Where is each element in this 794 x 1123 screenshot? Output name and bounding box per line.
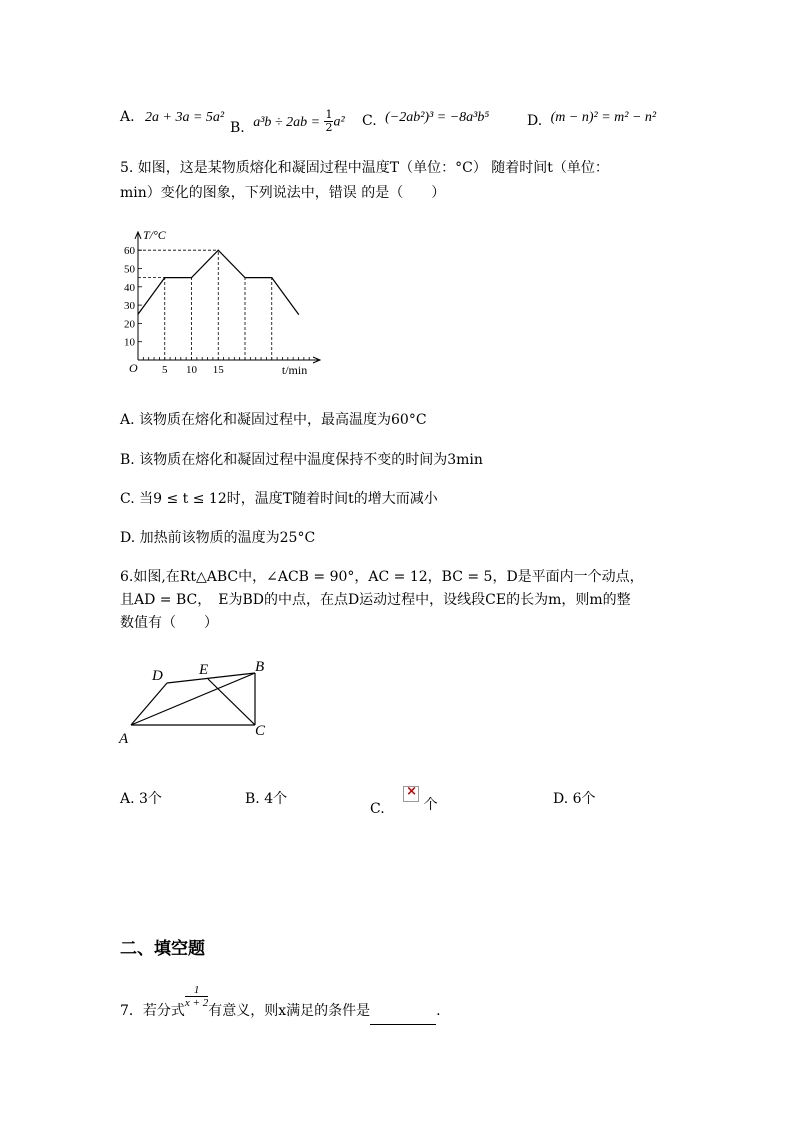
q5-temperature-chart [124, 225, 358, 377]
label-a: A [119, 731, 129, 747]
segment-ad [131, 683, 167, 725]
section-heading: 二、填空题 [120, 939, 205, 959]
segment-ce [208, 679, 255, 725]
q6-option-a: A. 3个 [120, 791, 162, 807]
y-tick-label: 10 [124, 336, 135, 349]
x-tick-label: 15 [212, 364, 224, 376]
q4-option-b: B. a³b ÷ 2ab = $\frac{1}{2}$ a² [230, 108, 345, 136]
data-point [218, 250, 219, 251]
y-tick-label: 20 [124, 318, 135, 331]
x-tick-label: 5 [162, 364, 168, 376]
y-tick-label: 30 [124, 300, 135, 313]
q6-stem-line3: 数值有（ ） [120, 615, 218, 631]
origin-label: O [129, 361, 138, 375]
data-point [244, 277, 245, 278]
data-point [298, 314, 299, 315]
x-axis-label: t/min [281, 363, 308, 377]
broken-image-icon [403, 786, 419, 802]
label-e: E [199, 662, 209, 678]
y-axis-label: T/°C [143, 228, 166, 242]
q5-option-d: D. 加热前该物质的温度为25°C [120, 530, 316, 546]
data-point [164, 277, 165, 278]
q6-stem-line2: 且AD = BC， E为BD的中点，在点D运动过程中，设线段CE的长为m，则m的整 [120, 592, 631, 608]
q7-stem: 7．若分式 $\frac{1}{x + 2}$ 有意义，则x满足的条件是 . [120, 984, 441, 1009]
label-b: B [255, 659, 265, 675]
q5-option-c: C. 当9 ≤ t ≤ 12时，温度T随着时间t的增大而减小 [120, 491, 438, 507]
data-point [191, 277, 192, 278]
y-tick-label: 50 [124, 263, 135, 276]
q6-stem-line1: 6.如图,在Rt△ABC中，∠ACB = 90°，AC = 12，BC = 5，D是平面内一个动点， [120, 569, 644, 585]
y-tick-label: 60 [124, 245, 135, 258]
label-c: C [255, 723, 266, 739]
q4-option-b-fraction: $\frac{1}{2}$ [325, 108, 333, 134]
q6-option-b: B. 4个 [245, 791, 288, 807]
q6-option-c: C. × 个 [370, 786, 438, 806]
q4-option-d: D. (m − n)² = m² − n² [527, 110, 657, 129]
q6-option-d: D. 6个 [553, 791, 596, 807]
segment-ab [131, 673, 255, 725]
y-tick-label: 40 [124, 281, 135, 294]
data-point [137, 314, 138, 315]
data-point [271, 277, 272, 278]
q7-answer-blank[interactable] [370, 1010, 436, 1025]
q4-option-a: A. 2a + 3a = 5a² [120, 109, 225, 125]
q4-option-c: C. (−2ab²)³ = −8a³b⁵ [362, 110, 490, 129]
q6-triangle-figure [115, 655, 280, 750]
q5-stem-line1: 5. 如图，这是某物质熔化和凝固过程中温度T（单位：°C） 随着时间t（单位： [120, 160, 609, 176]
label-d: D [152, 668, 163, 684]
q5-stem-line2: min）变化的图象，下列说法中，错误 的是（ ） [120, 185, 446, 201]
q7-fraction: $\frac{1}{x + 2}$ [184, 984, 209, 1009]
q5-option-a: A. 该物质在熔化和凝固过程中，最高温度为60°C [120, 412, 427, 428]
q5-option-b: B. 该物质在熔化和凝固过程中温度保持不变的时间为3min [120, 452, 483, 468]
x-tick-label: 10 [186, 364, 197, 376]
